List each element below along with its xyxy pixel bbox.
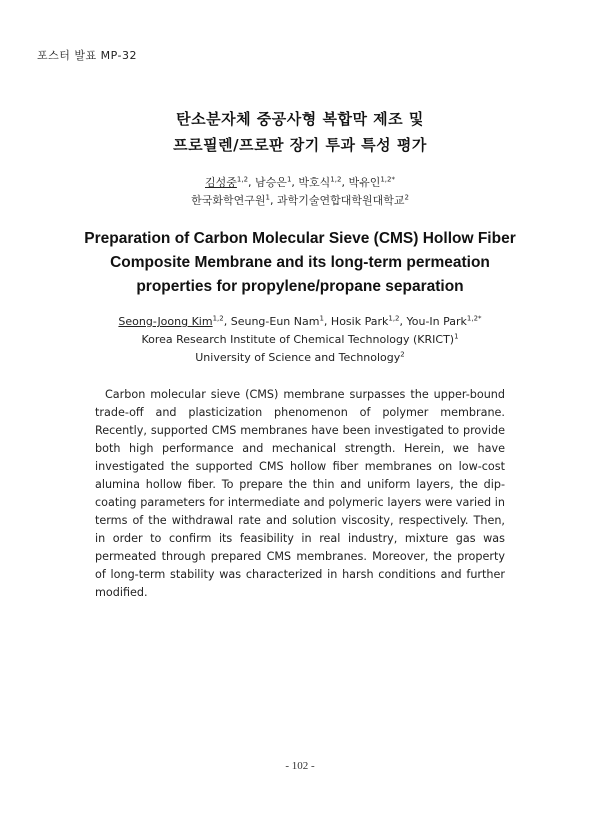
korean-author: 남승은$^1$, bbox=[255, 175, 299, 189]
english-author: You-In Park$^{1,2*}$ bbox=[406, 314, 482, 328]
english-author: Seong-Joong Kim$^{1,2}$, bbox=[118, 314, 231, 328]
korean-affiliations: 한국화학연구원$^1$, 과학기술연합대학원대학교$^2$ bbox=[191, 193, 409, 207]
korean-title-line-2: 프로필렌/프로판 장기 투과 특성 평가 bbox=[173, 136, 427, 154]
english-author: Seung-Eun Nam$^1$, bbox=[230, 314, 331, 328]
english-affiliation-1: Korea Research Institute of Chemical Technology (KRICT)$^1$ bbox=[141, 332, 459, 346]
english-authors bbox=[0, 315, 600, 328]
page-number: - 102 - bbox=[285, 760, 315, 772]
korean-authors bbox=[0, 174, 600, 190]
korean-author: 박호식$^{1,2}$, bbox=[298, 175, 349, 189]
english-author: Hosik Park$^{1,2}$, bbox=[330, 314, 407, 328]
english-title-line-2: Composite Membrane and its long-term permeation bbox=[110, 254, 490, 271]
session-label: 포스터 발표 MP-32 bbox=[37, 49, 137, 62]
english-title-line-1: Preparation of Carbon Molecular Sieve (CMS) Hollow Fiber bbox=[84, 230, 516, 247]
korean-author: 김성중$^{1,2}$, bbox=[205, 175, 256, 189]
english-title-line-3: properties for propylene/propane separation bbox=[136, 278, 464, 295]
korean-author: 박유인$^{1,2*}$ bbox=[348, 175, 395, 189]
abstract-paragraph: Carbon molecular sieve (CMS) membrane surpasses the upper-bound trade-off and plasticization phenomenon of polymer membrane. Recently, supported CMS membranes have been investigated to provide both high performance and mechanical strength. Herein, we have investigated the supported CMS hollow fiber membranes on low-cost alumina hollow fiber. To prepare the thin and uniform layers, the dip-coating parameters for intermediate and polymeric layers were varied in terms of the withdrawal rate and solution viscosity, respectively. Then, in order to confirm its feasibility in real industry, mixture gas was permeated through prepared CMS membranes. Moreover, the property of long-term stability was characterized in harsh conditions and further modified. bbox=[95, 388, 505, 599]
korean-title-line-1: 탄소분자체 중공사형 복합막 제조 및 bbox=[176, 110, 424, 128]
english-affiliation-2: University of Science and Technology$^2$ bbox=[195, 350, 405, 364]
